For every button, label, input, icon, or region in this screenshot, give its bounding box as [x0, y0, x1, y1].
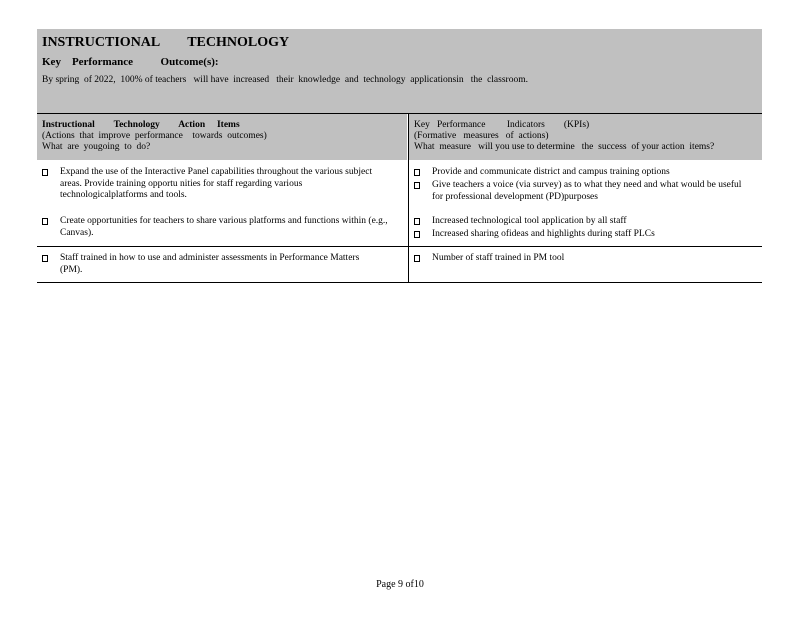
kpi-item: Increased technological tool application by all staff: [414, 216, 752, 228]
section-title: INSTRUCTIONAL TECHNOLOGY: [42, 35, 290, 50]
bullet-icon: [414, 182, 420, 189]
bullet-icon: [42, 218, 48, 225]
kpi-item: Increased sharing ofideas and highlights during staff PLCs: [414, 229, 752, 241]
action-item: Create opportunities for teachers to share various platforms and functions within (e.g., Canvas).: [42, 216, 392, 239]
action-items-question: What are yougoing to do?: [42, 142, 151, 152]
bullet-icon: [414, 255, 420, 262]
outcome-text: By spring of 2022, 100% of teachers will have increased their knowledge and technology applicationsin the classroom.: [42, 75, 528, 85]
action-item: Expand the use of the Interactive Panel capabilities throughout the various subject areas. Provide training opportu nities for staff regarding various technologicalplatforms and tools.: [42, 167, 392, 202]
bullet-icon: [42, 169, 48, 176]
column-divider: [408, 113, 409, 283]
action-items-subtitle: (Actions that improve performance towards outcomes): [42, 131, 267, 141]
outcome-label: Key Performance Outcome(s):: [42, 56, 219, 68]
kpi-header: [409, 114, 762, 160]
section-header: [37, 29, 762, 113]
bullet-icon: [414, 218, 420, 225]
kpi-subtitle: (Formative measures of actions): [414, 131, 549, 141]
bullet-icon: [414, 169, 420, 176]
bullet-icon: [414, 231, 420, 238]
action-items-header: [37, 114, 407, 160]
kpi-title: Key Performance Indicators (KPIs): [414, 120, 590, 130]
table-bottom-border: [37, 282, 762, 283]
action-items-title: Instructional Technology Action Items: [42, 120, 240, 130]
bullet-icon: [42, 255, 48, 262]
row-divider: [37, 246, 762, 247]
kpi-question: What measure will you use to determine the success of your action items?: [414, 142, 715, 152]
kpi-item: Provide and communicate district and campus training options: [414, 167, 752, 179]
page-number: Page 9 of10: [376, 579, 424, 590]
action-item: Staff trained in how to use and administer assessments in Performance Matters (PM).: [42, 253, 382, 276]
kpi-item: Number of staff trained in PM tool: [414, 253, 752, 265]
kpi-item: Give teachers a voice (via survey) as to what they need and what would be useful for professional development (PD)purposes: [414, 180, 752, 203]
